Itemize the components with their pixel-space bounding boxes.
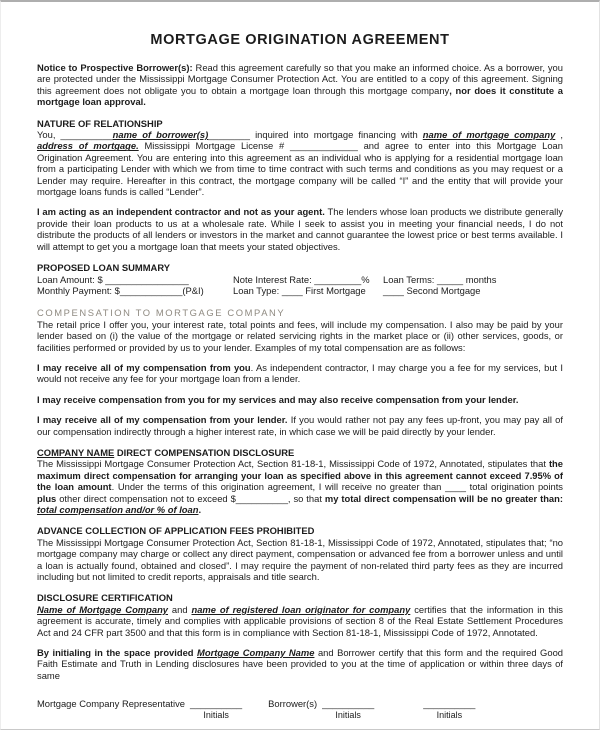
text-run: my total direct compensation will be no greater than: [324,492,563,504]
heading-direct-compensation-disclosure [37,447,563,458]
text-run: and [168,603,192,615]
notice-paragraph [37,62,563,108]
text-run: NATURE OF RELATIONSHIP [37,117,163,129]
text-run: I am acting as an independent contractor and not as your agent. [37,206,325,218]
text-run: By initialing in the space provided [37,647,198,659]
text-run: . [198,504,202,515]
text-run: The lenders whose loan products we distribute generally provide their loan products to us at a wholesale rate. While I seek to assist you in meeting your financial needs, I do not distribute the products of all lenders or investors in the market and cannot guarantee the lowest price or best terms available. I will attempt to get you a mortgage loan that meets your stated objectives. [37,206,564,252]
text-run: Mississippi Mortgage License # _____________ and agree to enter into this Mortgage Loan Origination Agreement. You are entering into this agreement as an individual who is applying for a residential mortgage loan from a participating Lender with which we from time to time contract with such terms and conditions as you may request or a Lender may require. Hereafter in this contract, the mortgage company will be called “I” and the entity that will provide your mortgage loans funds is called “Lender”. [37,140,563,198]
text-run: I may receive all of my compensation from you [37,361,251,373]
initials-caption: Initials [436,709,463,720]
loan-field: ____ Second Mortgage [383,284,481,296]
loan-field: Loan Terms: _____ months [383,273,497,285]
text-run: certifies that the information in this agreement is accurate, timely and complies with applicable provisions of section 8 of the Real Estate Settlement Procedures Act and 24 CFR part 3500 and that this form is in compliance with Section 81-18-1, Mississippi Code of 1972, Annotated. [37,603,563,638]
signature-group [37,698,242,720]
text-run: name of mortgage company [422,129,556,141]
text-run: plus [37,492,57,504]
signature-group [268,698,374,720]
heading-nature-of-relationship [37,118,563,129]
text-run: Mortgage Company Name [197,647,315,659]
text-run: address of mortgage. [37,140,139,152]
text-run: The Mississippi Mortgage Consumer Protection Act, Section 81-18-1, Mississippi Code of 1972, Annotated, stipulates that [37,458,549,470]
text-run: Read this agreement carefully so that you make an informed choice. As a borrower, you are protected under the Mississippi Mortgage Consumer Protection Act. You are entitled to a copy of this agreement. Signing this agreement does not obligate you to obtain a mortgage loan through this mortgage company [37,62,563,96]
text-run: . As independent contractor, I may charge you a fee for my services, but I would not receive any fee for your mortgage loan from a lender. [37,361,563,385]
text-run: ADVANCE COLLECTION OF APPLICATION FEES PROHIBITED [37,525,315,537]
loan-fields-row [37,285,563,296]
compensation-from-both-paragraph [37,394,563,405]
signature-group [418,698,475,720]
document-body [37,62,563,721]
text-run: DISCLOSURE CERTIFICATION [37,592,173,604]
text-run: name of registered loan originator for company [191,603,411,615]
text-run: ________ inquired into mortgage financing with [208,129,423,141]
text-run: DIRECT COMPENSATION DISCLOSURE [114,446,295,458]
signature-blank-wrap [190,698,242,720]
text-run: , nor does it constitute a mortgage loan approval. [37,84,563,108]
heading-disclosure-certification [37,592,563,603]
compensation-from-lender-paragraph [37,414,563,437]
document-title: MORTGAGE ORIGINATION AGREEMENT [150,32,450,48]
signature-blank-wrap [322,698,374,720]
signature-blank: __________ [322,698,375,710]
heading-advance-collection-prohibited [37,525,563,536]
initialing-paragraph [37,647,563,681]
text-run: The retail price I offer you, your interest rate, total points and fees, will include my compensation. I also may be paid by your lender based on (i) the value of the mortgage or related servicing rights in the market place or (ii) other services, goods, or facilities performed or provided by us to your lender. Examples of my total compensation are as follows: [37,318,563,353]
signature-blank-wrap [423,698,475,720]
signature-row [37,698,563,720]
loan-field: Note Interest Rate: _________% [233,273,370,285]
advance-collection-paragraph [37,537,563,583]
signature-blank: __________ [190,698,243,710]
text-run: Notice to Prospective Borrower(s): [37,62,193,73]
proposed-loan-summary-fields [37,274,563,297]
initials-caption: Initials [335,709,361,720]
text-run: . Under the terms of this origination agreement, I will receive no greater than ____ total origination points [111,481,563,493]
compensation-intro-paragraph [37,319,563,353]
text-run: , [555,129,563,141]
loan-field: Loan Type: ____ First Mortgage [233,284,366,296]
text-run: PROPOSED LOAN SUMMARY [37,262,170,274]
text-run: I may receive all of my compensation from your lender. [37,414,288,426]
compensation-from-you-paragraph [37,362,563,385]
text-run: I may receive compensation from you for my services and may also receive compensation from your lender. [37,393,519,405]
text-run: total compensation and/or % of loan [37,504,199,515]
signature-blank: __________ [423,698,476,710]
text-run: other direct compensation not to exceed $__________, so that [56,492,325,504]
text-run: COMPANY NAME [37,446,115,458]
disclosure-certification-paragraph [37,604,563,638]
loan-field: Monthly Payment: $____________(P&I) [37,284,204,296]
text-run: COMPENSATION TO MORTGAGE COMPANY [37,307,286,319]
text-run: the maximum direct compensation for arranging your loan as specified above in this agreement cannot exceed 7.95% of the loan amount [37,458,563,493]
loan-fields-row [37,274,563,285]
nature-of-relationship-paragraph [37,129,563,197]
heading-compensation-to-mortgage-company [37,307,563,318]
independent-contractor-paragraph [37,206,563,252]
text-run: You, __________ [37,129,113,141]
direct-compensation-disclosure-paragraph [37,458,563,515]
heading-proposed-loan-summary [37,262,563,273]
initials-caption: Initials [203,709,229,720]
text-run: and Borrower certify that this form and the required Good Faith Estimate and Truth in Lending disclosures have been provided to you at the time of application or within three days of same [37,647,563,681]
signature-label: Borrower(s) [268,698,318,710]
text-run: Name of Mortgage Company [37,603,169,615]
text-run: If you would rather not pay any fees up-front, you may pay all of our compensation indirectly through a higher interest rate, in which case we will be paid directly by your lender. [37,414,563,437]
signature-label: Mortgage Company Representative [37,698,185,710]
loan-field: Loan Amount: $ ________________ [37,273,189,285]
text-run: name of borrower(s) [112,129,209,141]
text-run: The Mississippi Mortgage Consumer Protection Act, Section 81-18-1, Mississippi Code of 1972, Annotated, stipulates that; “no mortgage company may charge or collect any direct payment, compensation or advanced fee from a borrower unless and until a loan is actually found, obtained and closed”. I may require the payment of non-related third party fees as they are incurred including but not limited to credit reports, appraisals and title search. [37,536,563,583]
